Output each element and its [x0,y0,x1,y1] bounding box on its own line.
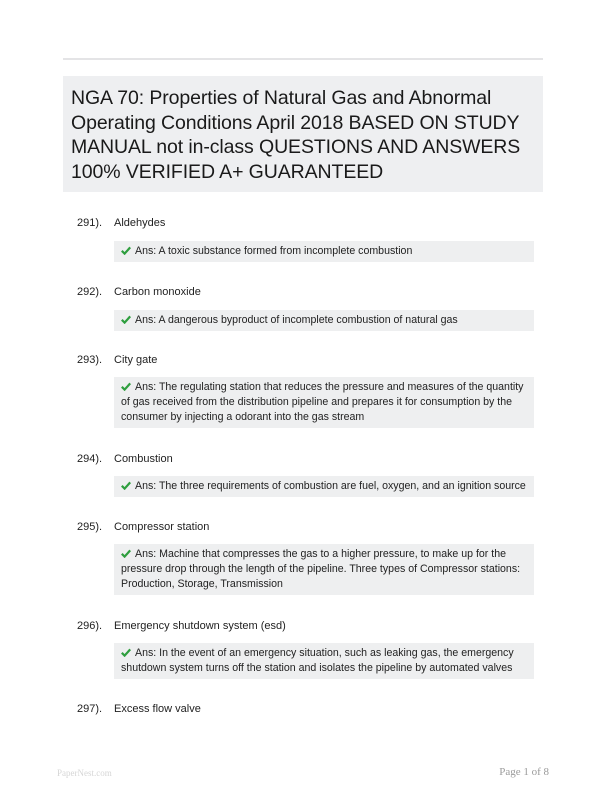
check-icon [121,315,131,324]
question-number: 295). [77,521,103,533]
question-row [77,620,537,636]
question-number: 294). [77,453,103,465]
question-number: 296). [77,620,103,632]
check-icon [121,246,131,255]
answer-text: Ans: Machine that compresses the gas to a higher pressure, to make up for the pressure drop through the length of the pipeline. Three types of Compressor stations: Production, Storage, Transmission [121,548,521,590]
question-number: 293). [77,354,103,366]
qa-item-293 [77,354,537,423]
question-row [77,521,537,537]
answer-box [114,241,534,262]
check-icon [121,382,131,391]
answer-box [114,310,534,331]
top-divider [63,58,543,60]
question-term: Combustion [114,453,173,465]
qa-item-296 [77,620,537,674]
document-title: NGA 70: Properties of Natural Gas and Abnormal Operating Conditions April 2018 BASED ON STUDY MANUAL not in-class QUESTIONS AND ANSWERS 100% VERIFIED A+ GUARANTEED [71,87,521,183]
question-row [77,217,537,233]
answer-text: Ans: In the event of an emergency situation, such as leaking gas, the emergency shutdown system turns off the station and isolates the pipeline by automated valves [121,647,514,674]
answer-box [114,544,534,595]
answer-text: Ans: The regulating station that reduces the pressure and measures of the quantity of gas received from the distribution pipeline and prepares it for consumption by the consumer by injecting a odorant into the gas stream [121,381,524,423]
title-banner [63,76,543,192]
question-term: Emergency shutdown system (esd) [114,620,286,632]
question-term: Compressor station [114,521,210,533]
question-row [77,453,537,469]
question-term: Aldehydes [114,217,166,229]
check-icon [121,648,131,657]
question-number: 297). [77,703,103,715]
question-number: 291). [77,217,103,229]
answer-text: Ans: A toxic substance formed from incomplete combustion [135,245,413,257]
qa-item-292 [77,286,537,326]
question-row [77,286,537,302]
qa-item-294 [77,453,537,492]
check-icon [121,549,131,558]
question-number: 292). [77,286,103,298]
answer-box [114,377,534,428]
answer-box [114,643,534,679]
qa-item-297 [77,703,537,719]
answer-text: Ans: A dangerous byproduct of incomplete combustion of natural gas [135,314,458,326]
page-number: Page 1 of 8 [499,766,549,778]
qa-item-291 [77,217,537,257]
question-row [77,354,537,370]
qa-item-295 [77,521,537,590]
check-icon [121,481,131,490]
answer-box [114,476,534,497]
question-row [77,703,537,719]
question-term: City gate [114,354,158,366]
question-term: Excess flow valve [114,703,201,715]
answer-text: Ans: The three requirements of combustion are fuel, oxygen, and an ignition source [135,480,526,492]
footer-watermark: PaperNest.com [57,768,112,778]
question-term: Carbon monoxide [114,286,201,298]
